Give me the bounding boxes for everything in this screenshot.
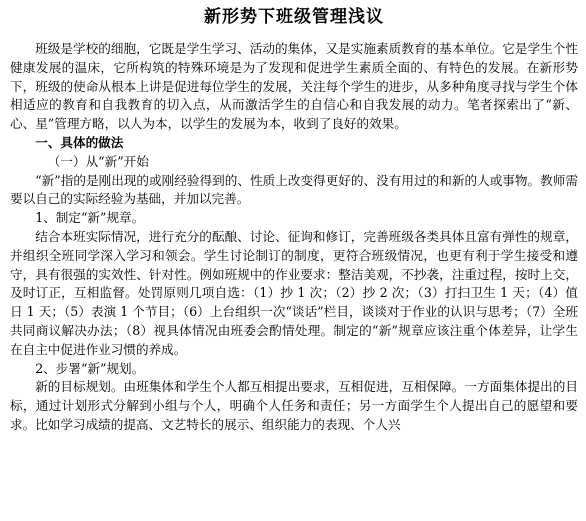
item-heading: 1、制定“新”规章。 bbox=[35, 210, 145, 226]
subsection-paragraph: “新”指的是刚出现的或刚经验得到的、性质上改变得更好的、没有用过的和新的人或事物。教师需要以自己的实际经验为基础，并加以完善。 bbox=[10, 172, 578, 207]
subsection-heading: （一）从“新”开始 bbox=[47, 153, 149, 169]
item-paragraph: 结合本班实际情况，进行充分的酝酿、讨论、征询和修订，完善班级各类具体且富有弹性的规章，并组织全班同学深入学习和领会。学生讨论制订的制度，更符合班级情况，也更有利于学生接受和遵守，具有很强的实效性、针对性。例如班规中的作业要求：整洁美观，不抄袭，注重过程，按时上交，及时订正，互相监督。处罚原则几项自选：（1）抄 1 次；（2）抄 2 次；（3）打扫卫生 1 天；（4）值日 1 天；（5）表演 1 个节目；（6）上台组织一次“谈话”栏目，谈谈对于作业的认识与思考；（7）全班共同商议解决办法；（8）视具体情况由班委会酌情处理。制定的“新”规章应该注重个体差异，让学生在自主中促进作业习惯的养成。 bbox=[10, 228, 578, 357]
item-heading: 2、步署“新”规划。 bbox=[35, 360, 145, 376]
document-title: 新形势下班级管理浅议 bbox=[204, 7, 384, 27]
intro-paragraph: 班级是学校的细胞，它既是学生学习、活动的集体，又是实施素质教育的基本单位。它是学生个性健康发展的温床，它所构筑的特殊环境是为了发现和促进学生素质全面的、有特色的发展。在新形势下，班级的使命从根本上讲是促进每位学生的发展，关注每个学生的进步，从多种角度寻找与学生个体相适应的教育和自我教育的切入点，从而激活学生的自信心和自我发展的动力。笔者探索出了“新、心、星”管理方略，以人为本，以学生的发展为本，收到了良好的效果。 bbox=[10, 41, 578, 132]
document-page bbox=[10, 0, 578, 435]
item-paragraph: 新的目标规划。由班集体和学生个人都互相提出要求，互相促进，互相保障。一方面集体提出的目标，通过计划形式分解到小组与个人，明确个人任务和责任；另一方面学生个人提出自己的愿望和要求。比如学习成绩的提高、文艺特长的展示、组织能力的表现、个人兴 bbox=[10, 379, 578, 432]
section-heading: 一、具体的做法 bbox=[35, 134, 124, 150]
